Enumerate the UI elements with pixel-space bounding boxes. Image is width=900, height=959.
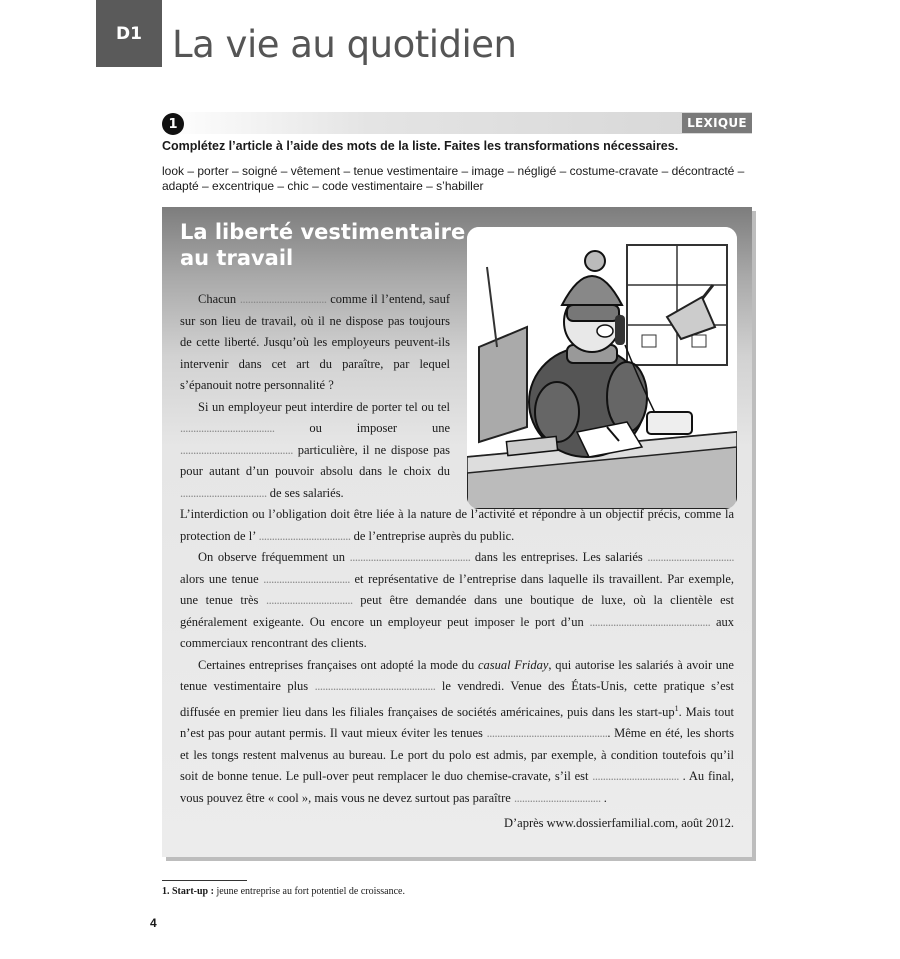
blank-11[interactable]: .............................................. <box>314 679 436 693</box>
blank-4[interactable]: ................................. <box>180 485 267 500</box>
exercise-tag: LEXIQUE <box>682 113 752 133</box>
exercise-number: 1 <box>162 113 184 135</box>
unit-title: La vie au quotidien <box>172 23 517 66</box>
article-paragraph: Certaines entreprises françaises ont adopté la mode du casual Friday, qui autorise les salariés à avoir une tenue vestimentaire plus .............................................. le vendredi. Venue des États-Unis, cette pratique s’est diffusée en premier lieu dans les filiales françaises de sociétés américaines, puis dans les start-$up^1$. Mais tout n’est pas pour autant permis. Il vaut mieux éviter les tenues ............................................... Même en été, les shorts et les tongs restent malvenus au bureau. Le port du polo est admis, par exemple, à condition toutefois qu’il soit de bonne tenue. Le pull-over peut remplacer le duo chemise-cravate, s’il est ................................. . Au final, vous pouvez être « cool », mais vous ne devez surtout pas paraître ................................. . <box>180 657 735 805</box>
blank-13[interactable]: ................................. <box>592 769 679 784</box>
blank-2[interactable]: .................................... <box>180 421 275 435</box>
blank-1[interactable]: ................................. <box>239 292 327 306</box>
blank-7[interactable]: ................................. <box>647 550 734 564</box>
article-box <box>162 207 752 857</box>
page-number: 4 <box>150 916 157 930</box>
article-paragraph: Chacun ................................. comme il l’entend, sauf sur son lieu de travail, où il ne dispose pas toujours de cette liberté. Jusqu’où les employeurs peuvent-ils intervenir dans cet art du paraître, par lequel s’épanouit notre personnalité ? <box>180 292 450 392</box>
footnote-divider <box>162 880 247 881</box>
exercise-header-bar <box>162 112 752 134</box>
unit-code-tab <box>96 0 162 67</box>
article-paragraph: L’interdiction ou l’obligation doit être liée à la nature de l’activité et répondre à un objectif précis, comme la protection de l’ ................................... de l’entreprise auprès du public. <box>180 507 734 543</box>
exercise-instruction: Complétez l’article à l’aide des mots de la liste. Faites les transformations nécessaires. <box>162 139 679 153</box>
blank-5[interactable]: ................................... <box>258 528 351 543</box>
blank-6[interactable]: .............................................. <box>349 550 471 564</box>
blank-12[interactable]: .............................................. <box>486 726 608 741</box>
footnote-ref: 1 <box>674 703 679 713</box>
article-title: La liberté vestimentaire au travail <box>180 220 466 270</box>
blank-9[interactable]: ................................. <box>266 593 353 607</box>
word-list: look – porter – soigné – vêtement – tenue vestimentaire – image – négligé – costume-cravate – décontracté – adapté – excentrique – chic – code vestimentaire – s’habiller <box>162 164 745 193</box>
article-paragraph: Si un employeur peut interdire de porter tel ou tel .................................... ou imposer une ........................................... particulière, il ne dispose pas pour autant d’un pouvoir absolu dans le choix du ................................. de ses salariés. <box>180 399 450 500</box>
article-paragraph: On observe fréquemment un .............................................. dans les entreprises. Les salariés ................................. alors une tenue ................................. et représentative de l’entreprise dans laquelle ils travaillent. Par exemple, une tenue très ................................. peut être demandée dans une boutique de luxe, où la clientèle est généralement exigeante. Ou encore un employeur peut imposer le port d’un .............................................. aux commerciaux rencontrant des clients. <box>180 550 734 650</box>
article-source: D’après www.dossierfamilial.com, août 2012. <box>503 816 734 831</box>
blank-3[interactable]: ........................................... <box>180 442 293 457</box>
unit-code: D1 <box>116 23 142 44</box>
blank-8[interactable]: ................................. <box>263 571 350 586</box>
footnote: 1. Start-up : jeune entreprise au fort potentiel de croissance. <box>162 886 405 897</box>
blank-14[interactable]: ................................. <box>513 790 601 805</box>
article-body <box>180 289 734 835</box>
blank-10[interactable]: .............................................. <box>589 614 711 629</box>
